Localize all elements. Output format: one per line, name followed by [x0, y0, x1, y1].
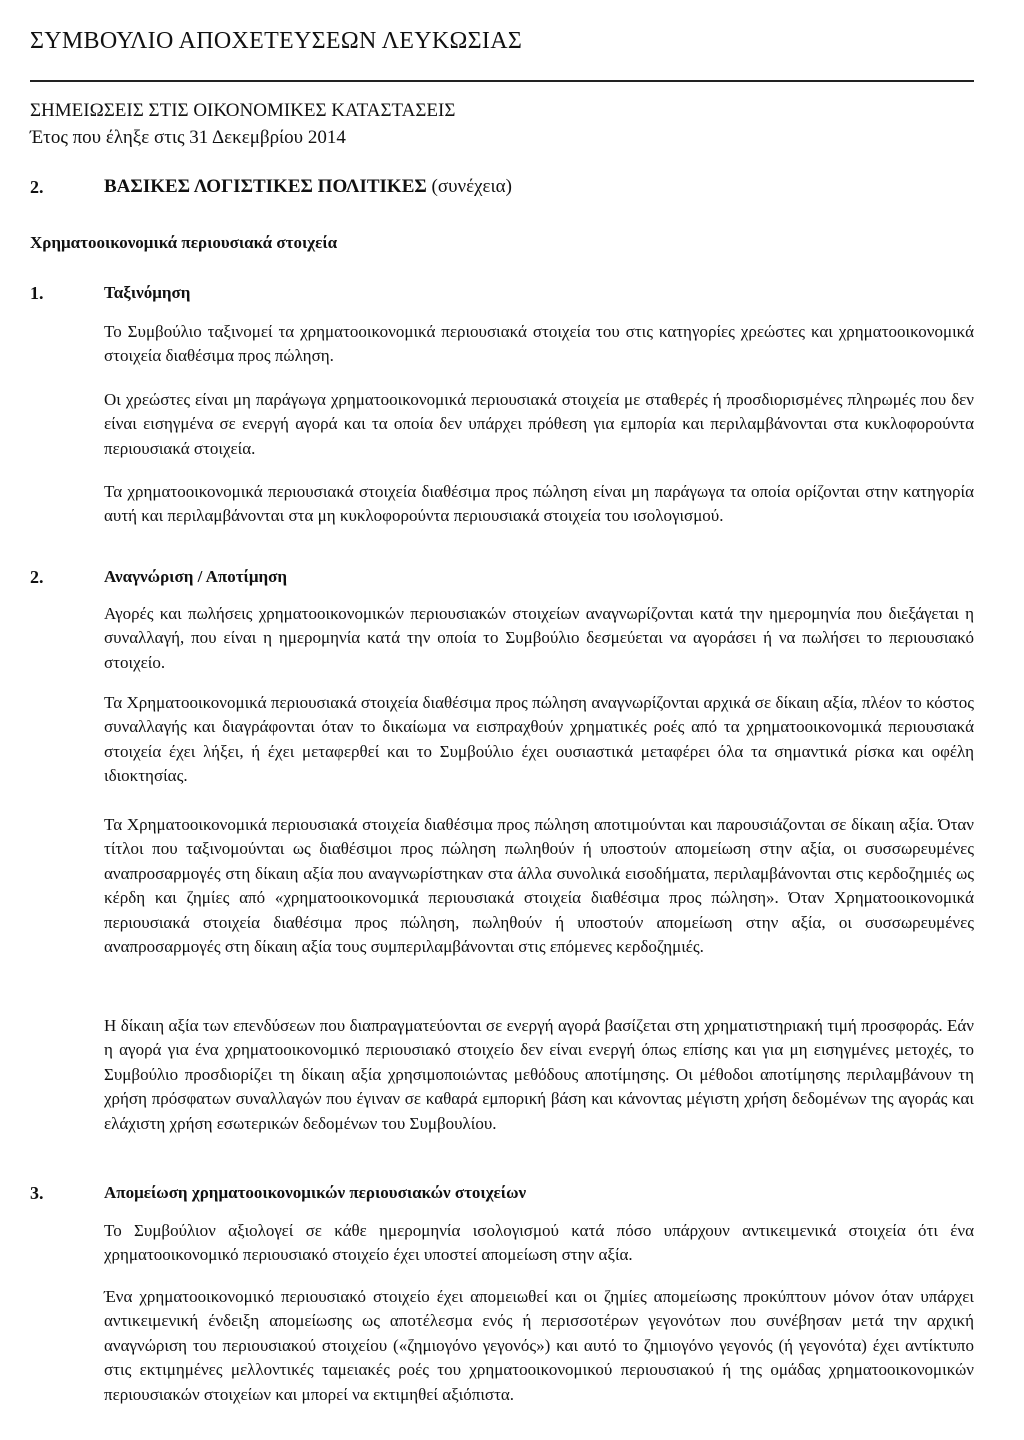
notes-title: ΣΗΜΕΙΩΣΕΙΣ ΣΤΙΣ ΟΙΚΟΝΟΜΙΚΕΣ ΚΑΤΑΣΤΑΣΕΙΣ [30, 100, 456, 121]
subsection-number: 3. [30, 1183, 44, 1203]
paragraph: Οι χρεώστες είναι μη παράγωγα χρηματοοικονομικά περιουσιακά στοιχεία με σταθερές ή προσδιορισμένες πληρωμές που δεν είναι εισηγμένα σε ενεργή αγορά και τα οποία δεν υπάρχει πρόθεση για εμπορία και περιλαμβάνονται στα κυκλοφορούντα περιουσιακά στοιχεία. [104, 390, 974, 458]
section-number: 2. [30, 177, 44, 197]
paragraph: Τα Χρηματοοικονομικά περιουσιακά στοιχεία διαθέσιμα προς πώληση αναγνωρίζονται αρχικά σε δίκαιη αξία, πλέον το κόστος συναλλαγής και διαγράφονται όταν το δικαίωμα να εισπραχθούν χρηματικές ροές από τα χρηματοοικονομικά περιουσιακά στοιχεία έχει λήξει, ή έχει μεταφερθεί και το Συμβούλιο έχει ουσιαστικά μεταφέρει όλα τα σημαντικά ρίσκα και οφέλη ιδιοκτησίας. [104, 693, 974, 786]
subsection-title: Αναγνώριση / Αποτίμηση [104, 567, 288, 586]
paragraph: Το Συμβούλιο ταξινομεί τα χρηματοοικονομικά περιουσιακά στοιχεία του στις κατηγορίες χρεώστες και χρηματοοικονομικά στοιχεία διαθέσιμα προς πώληση. [104, 322, 974, 366]
subheading: Χρηματοοικονομικά περιουσιακά στοιχεία [30, 233, 338, 252]
subsection-title: Απομείωση χρηματοοικονομικών περιουσιακών στοιχείων [104, 1183, 527, 1202]
subsection-number: 1. [30, 283, 44, 303]
paragraph: Η δίκαιη αξία των επενδύσεων που διαπραγματεύονται σε ενεργή αγορά βασίζεται στη χρηματιστηριακή τιμή προσφοράς. Εάν η αγορά για ένα χρηματοοικονομικό περιουσιακό στοιχείο δεν είναι ενεργή όπως επίσης και για μη εισηγμένες μετοχές, το Συμβούλιο προσδιορίζει τη δίκαιη αξία χρησιμοποιώντας μεθόδους αποτίμησης. Οι μέθοδοι αποτίμησης περιλαμβάνουν τη χρήση πρόσφατων συναλλαγών που έγιναν σε καθαρά εμπορική βάση και κάνοντας μέγιστη χρήση δεδομένων της αγοράς και ελάχιστη χρήση εσωτερικών δεδομένων του Συμβουλίου. [104, 1016, 974, 1133]
paragraph: Τα Χρηματοοικονομικά περιουσιακά στοιχεία διαθέσιμα προς πώληση αποτιμούνται και παρουσιάζονται σε δίκαιη αξία. Όταν τίτλοι που ταξινομούνται ως διαθέσιμοι προς πώληση πωληθούν ή υποστούν απομείωση στην αξία, οι συσσωρευμένες αναπροσαρμογές στη δίκαιη αξία που αναγνωρίστηκαν στα άλλα συνολικά εισοδήματα, περιλαμβάνονται στις κερδοζημιές ως κέρδη και ζημίες από «χρηματοοικονομικά περιουσιακά στοιχεία διαθέσιμα προς πώληση». Όταν Χρηματοοικονομικά περιουσιακά στοιχεία διαθέσιμα προς πώληση, πωληθούν ή υποστούν απομείωση στην αξία, οι συσσωρευμένες αναπροσαρμογές στη δίκαιη αξία τους συμπεριλαμβάνονται στις επόμενες κερδοζημιές. [104, 815, 974, 957]
section-title-suffix: (συνέχεια) [431, 176, 512, 197]
subsection-number: 2. [30, 567, 44, 587]
year-line: Έτος που έληξε στις 31 Δεκεμβρίου 2014 [30, 127, 346, 148]
header-rule [30, 80, 974, 82]
subsection-title: Ταξινόμηση [104, 283, 191, 302]
organization-title: ΣΥΜΒΟΥΛΙΟ ΑΠΟΧΕΤΕΥΣΕΩΝ ΛΕΥΚΩΣΙΑΣ [30, 28, 523, 54]
paragraph: Τα χρηματοοικονομικά περιουσιακά στοιχεία διαθέσιμα προς πώληση είναι μη παράγωγα τα οποία ορίζονται στην κατηγορία αυτή και περιλαμβάνονται στα μη κυκλοφορούντα περιουσιακά στοιχεία του ισολογισμού. [104, 482, 974, 526]
section-title-text: ΒΑΣΙΚΕΣ ΛΟΓΙΣΤΙΚΕΣ ΠΟΛΙΤΙΚΕΣ [104, 176, 427, 197]
paragraph: Ένα χρηματοοικονομικό περιουσιακό στοιχείο έχει απομειωθεί και οι ζημίες απομείωσης προκύπτουν μόνον όταν υπάρχει αντικειμενική ένδειξη απομείωσης ως αποτέλεσμα ενός ή περισσοτέρων γεγονότων που συνέβησαν μετά την αρχική αναγνώριση του περιουσιακού στοιχείου («ζημιογόνο γεγονός») και αυτό το ζημιογόνο γεγονός (ή γεγονότα) έχει αντίκτυπο στις εκτιμημένες μελλοντικές ταμειακές ροές του χρηματοοικονομικού περιουσιακού ή της ομάδας χρηματοοικονομικών περιουσιακών στοιχείων και μπορεί να εκτιμηθεί αξιόπιστα. [104, 1287, 974, 1404]
paragraph: Το Συμβούλιον αξιολογεί σε κάθε ημερομηνία ισολογισμού κατά πόσο υπάρχουν αντικειμενικά στοιχεία ότι ένα χρηματοοικονομικό περιουσιακό στοιχείο έχει υποστεί απομείωση στην αξία. [104, 1221, 974, 1265]
paragraph: Αγορές και πωλήσεις χρηματοοικονομικών περιουσιακών στοιχείων αναγνωρίζονται κατά την ημερομηνία που διεξάγεται η συναλλαγή, που είναι η ημερομηνία κατά την οποία το Συμβούλιο δεσμεύεται να αγοράσει ή να πωλήσει το περιουσιακό στοιχείο. [104, 604, 974, 672]
section-title [104, 176, 512, 198]
